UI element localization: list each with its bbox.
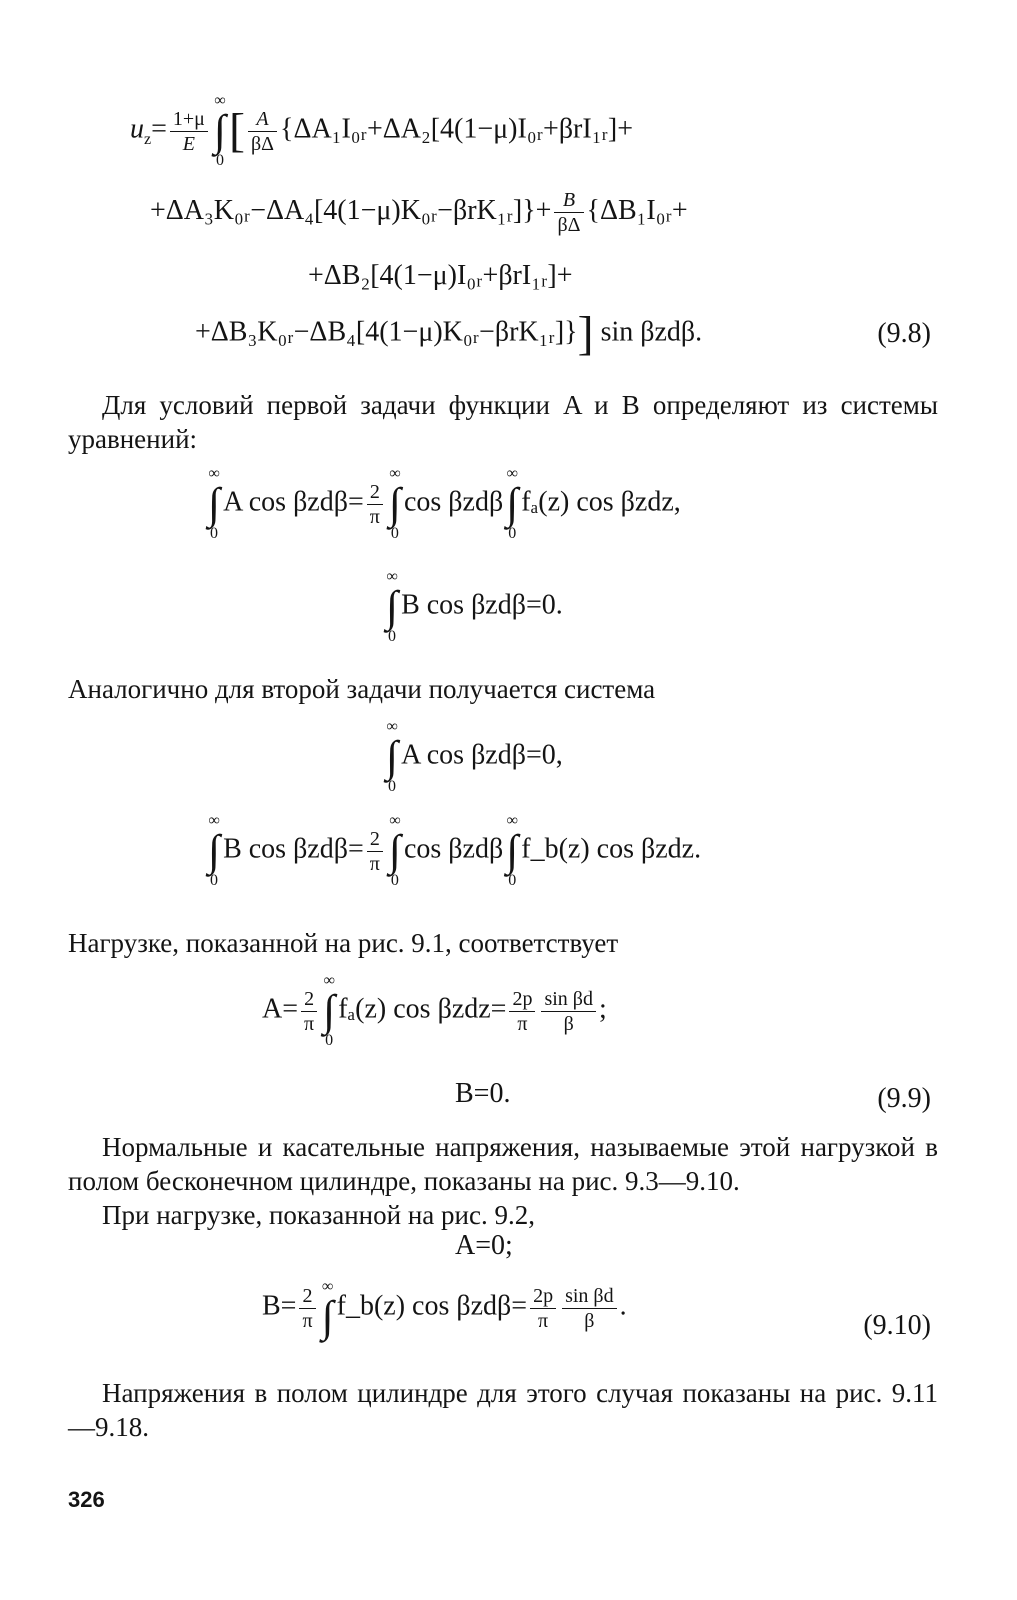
paragraph-stresses-9-3: Нормальные и касательные напряжения, называемые этой нагрузкой в полом бесконечном цилиндре, показаны на рис. 9.3—9.10.: [68, 1132, 938, 1196]
equation-number-9-10: (9.10): [863, 1310, 931, 1341]
eq-9-10-b: B= $\frac{2}{\pi}$ ∞ ∫ f_b(z) cos βzdβ= $\frac{2p}{\pi}$ $\frac{\text{sin βd}}{\beta}$ .: [262, 1278, 627, 1341]
fraction-1-plus-mu-over-e: $\frac{1+\mu}{E}$: [170, 107, 208, 156]
system-2-eq-b: ∞ ∫ 0 B cos βzdβ= $\frac{2}{\pi}$ ∞ ∫ 0 cos βzdβ ∞ ∫ 0 f_b(z) cos βzdz.: [208, 812, 702, 889]
system-2-eq-a: ∞ ∫ 0 A cos βzdβ=0,: [386, 718, 563, 795]
system-1-eq-b: ∞ ∫ 0 B cos βzdβ=0.: [386, 568, 563, 645]
equation-number-9-8: (9.8): [877, 318, 931, 349]
eq-9-8-line-3: +ΔB₂[4(1−μ)I₀ᵣ+βrI₁ᵣ]+: [308, 260, 573, 291]
eq-9-8-line-2: +ΔA₃K₀ᵣ−ΔA₄[4(1−μ)K₀ᵣ−βrK₁ᵣ]}+ $\frac{B}{\beta\Delta}$ {ΔB₁I₀ᵣ+: [150, 189, 688, 236]
paragraph-load-fig-9-1: Нагрузке, показанной на рис. 9.1, соответствует: [68, 928, 619, 958]
eq-9-8-line-4: +ΔB₃K₀ᵣ−ΔB₄[4(1−μ)K₀ᵣ−βrK₁ᵣ]}] sin βzdβ.: [195, 307, 703, 360]
eq-9-9-b: B=0.: [455, 1078, 511, 1109]
paragraph-stresses-9-11: Напряжения в полом цилиндре для этого случая показаны на рис. 9.11—9.18.: [68, 1378, 938, 1442]
equation-number-9-9: (9.9): [877, 1083, 931, 1114]
eq-9-10-a: A=0;: [455, 1230, 513, 1261]
eq-9-9-a: A= $\frac{2}{\pi}$ ∞ ∫ 0 fₐ(z) cos βzdz= $\frac{2p}{\pi}$ $\frac{\text{sin βd}}{\beta}$ ;: [262, 972, 607, 1049]
system-1-eq-a: ∞ ∫ 0 A cos βzdβ= $\frac{2}{\pi}$ ∞ ∫ 0 cos βzdβ ∞ ∫ 0 fₐ(z) cos βzdz,: [208, 465, 681, 542]
page-number: 326: [68, 1487, 105, 1512]
paragraph-load-fig-9-2: При нагрузке, показанной на рис. 9.2,: [102, 1200, 535, 1230]
integral-0-inf: ∞ ∫ 0: [213, 92, 226, 169]
paragraph-second-task: Аналогично для второй задачи получается система: [68, 674, 656, 704]
eq-9-8-line-1: $u_z=$ $\frac{1+\mu}{E}$ ∞ ∫ 0 [ $\frac{A}{\beta\Delta}$ {ΔA₁I₀ᵣ+ΔA₂[4(1−μ)I₀ᵣ+βrI₁ᵣ]+: [130, 92, 634, 169]
paragraph-first-task: Для условий первой задачи функции A и B определяют из системы уравнений:: [68, 390, 938, 454]
